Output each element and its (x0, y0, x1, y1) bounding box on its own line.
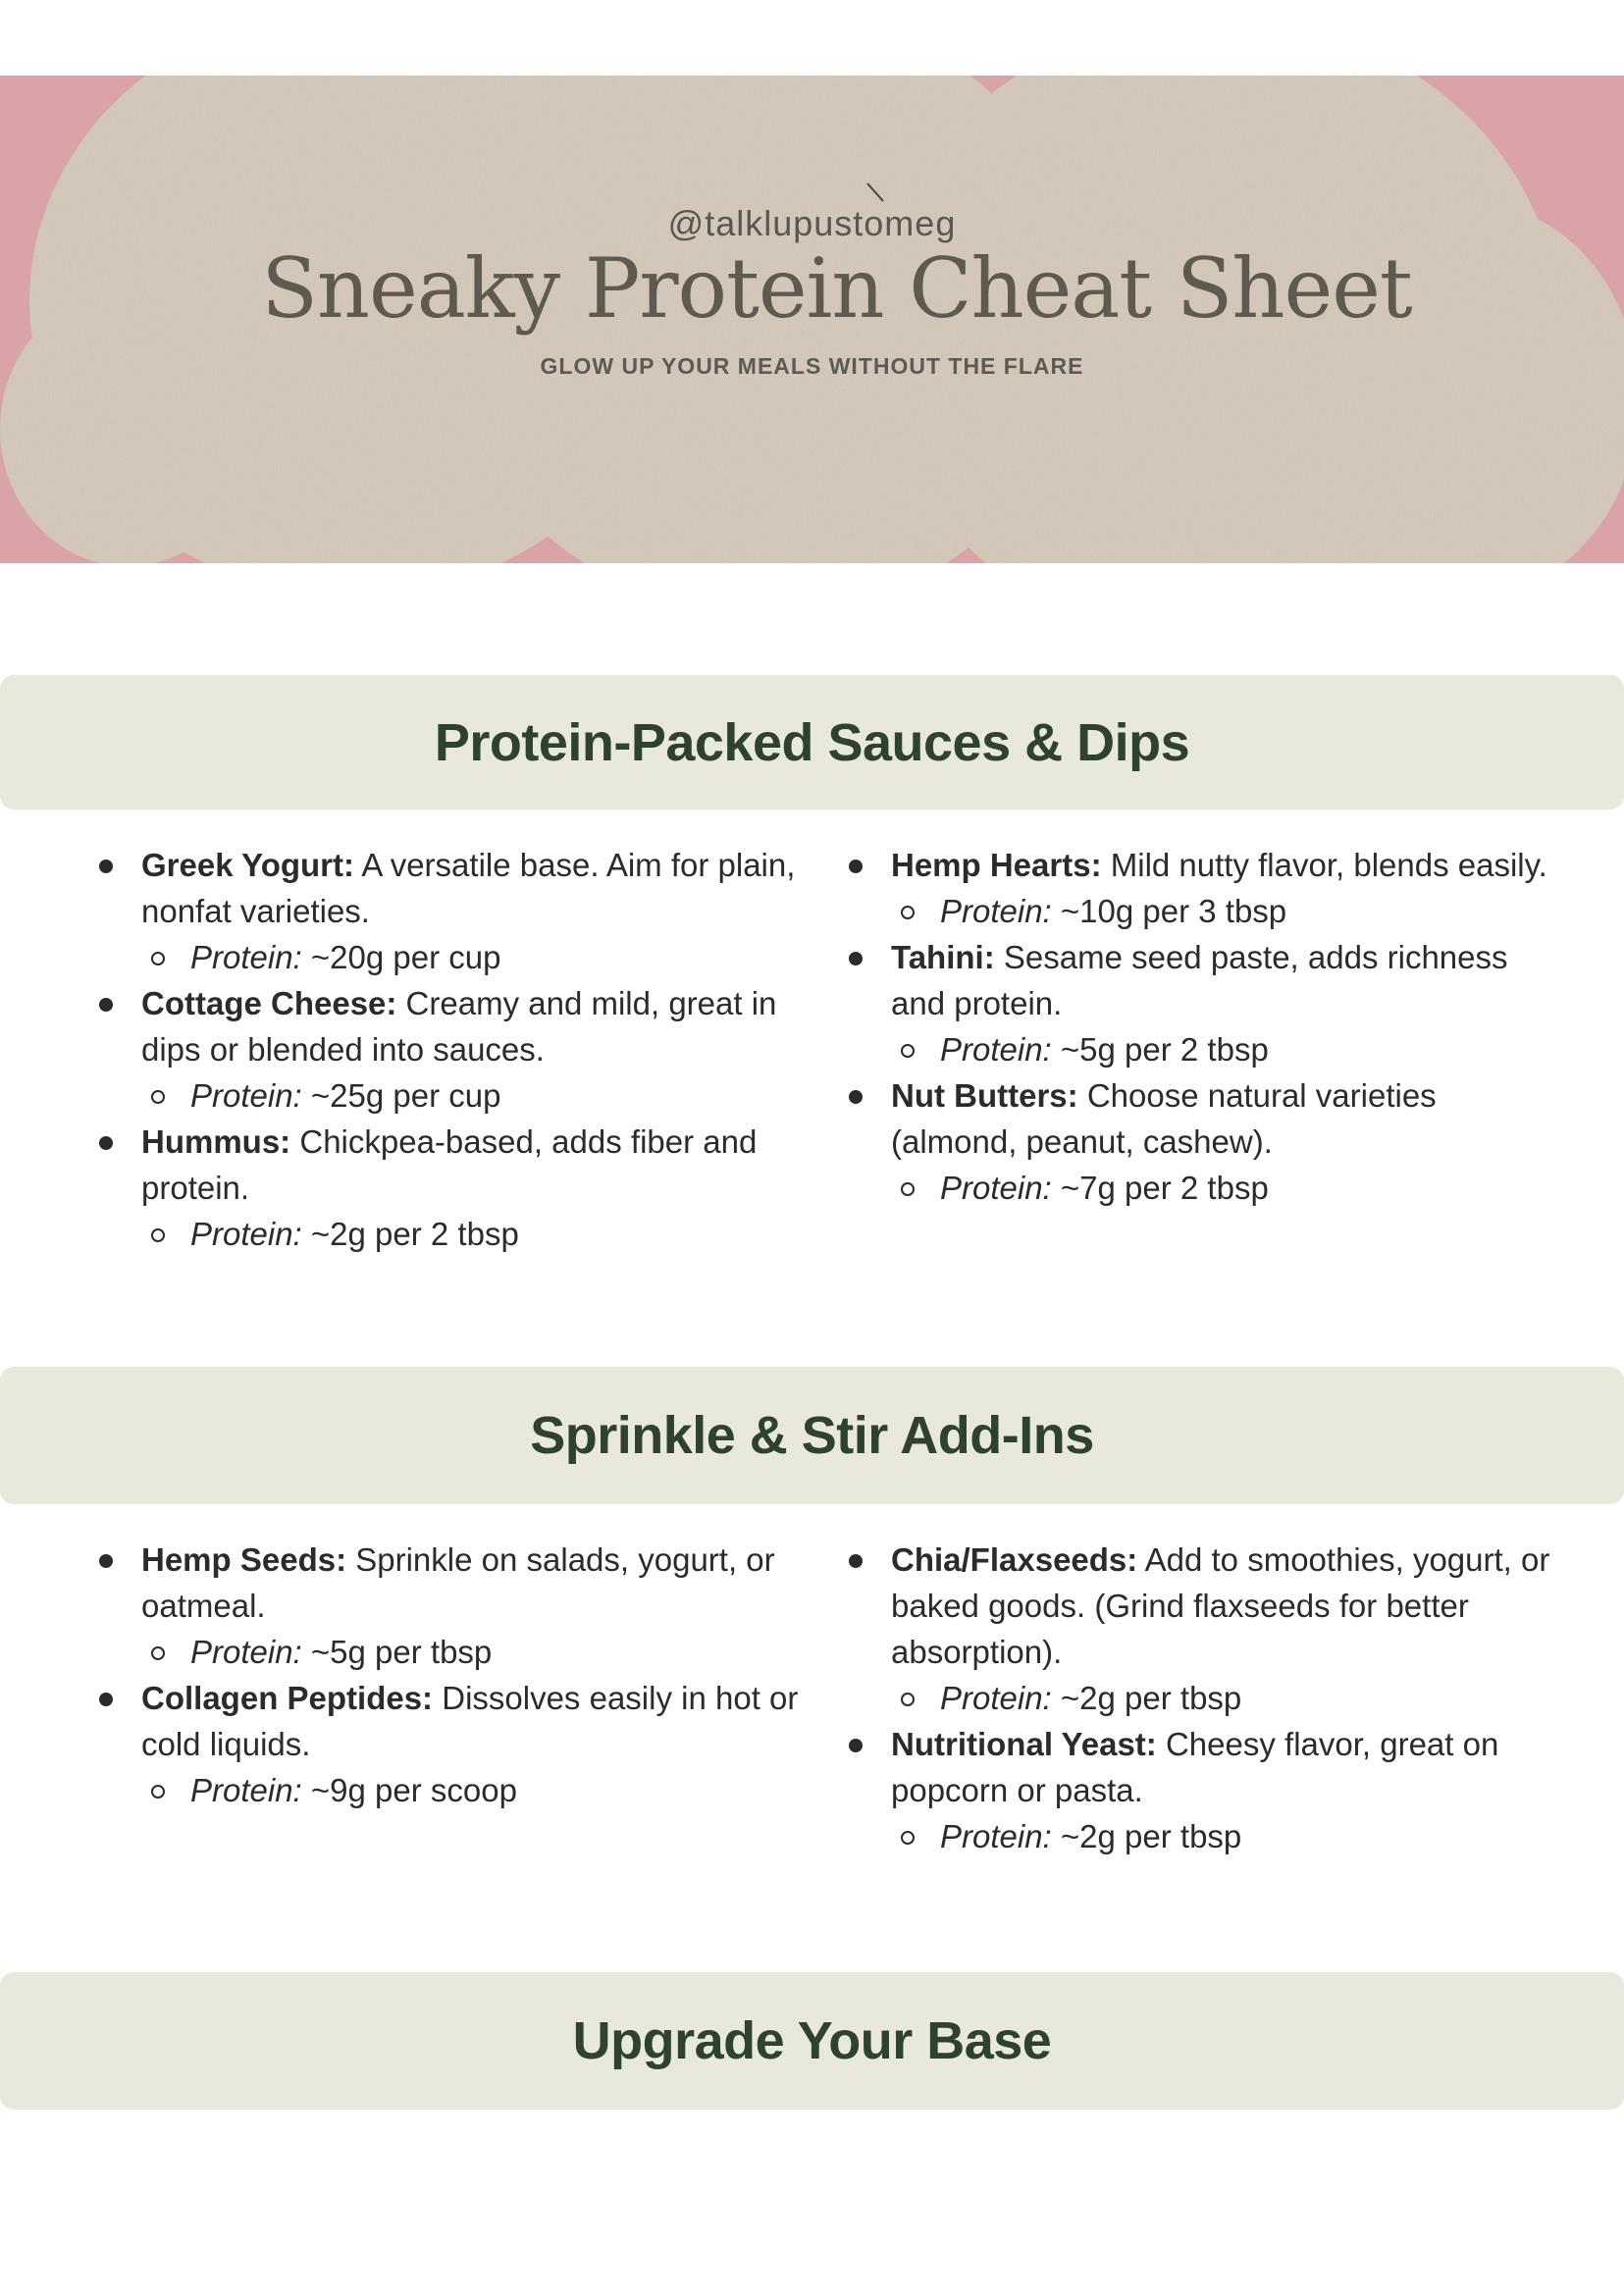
item-description: Sesame seed paste, adds richness and protein. (891, 939, 1508, 1021)
section-heading: Protein-Packed Sauces & Dips (434, 712, 1190, 772)
circle-bullet-icon (151, 952, 165, 965)
item-description: Mild nutty flavor, blends easily. (1101, 847, 1547, 883)
item-description: Add to smoothies, yogurt, or baked goods. (Grind flaxseeds for better absorption). (891, 1541, 1550, 1670)
list-item (99, 842, 806, 934)
list-item (849, 842, 1555, 888)
protein-value: ~5g per tbsp (301, 1634, 493, 1670)
protein-sub-item (99, 1629, 806, 1675)
page-title: Sneaky Protein Cheat Sheet (261, 240, 1412, 337)
protein-value: ~2g per tbsp (1051, 1680, 1242, 1716)
circle-bullet-icon (901, 1182, 915, 1196)
protein-value: ~5g per 2 tbsp (1051, 1031, 1269, 1068)
protein-sub-item (849, 1813, 1555, 1859)
list-item (849, 1537, 1555, 1675)
item-name: Collagen Peptides: (141, 1680, 434, 1716)
protein-value: ~9g per scoop (301, 1772, 517, 1808)
protein-value: ~2g per 2 tbsp (301, 1216, 519, 1252)
item-name: Nut Butters: (891, 1077, 1078, 1114)
list-item (99, 1119, 806, 1211)
bullet-icon (849, 1554, 863, 1568)
protein-value: ~2g per tbsp (1051, 1818, 1242, 1854)
protein-label: Protein: (190, 1634, 302, 1670)
item-name: Hummus: (141, 1123, 291, 1160)
header-banner (0, 76, 1624, 563)
list-item (99, 980, 806, 1072)
protein-sub-item (849, 888, 1555, 934)
protein-sub-item (99, 934, 806, 980)
item-name: Tahini: (891, 939, 995, 975)
bullet-icon (99, 1554, 113, 1568)
protein-value: ~25g per cup (301, 1077, 501, 1114)
protein-sub-item (99, 1072, 806, 1119)
item-description: A versatile base. Aim for plain, nonfat varieties. (141, 847, 796, 929)
bullet-icon (849, 1090, 863, 1104)
social-handle: @talklupustomeg (667, 203, 957, 243)
protein-label: Protein: (940, 1170, 1052, 1206)
list-item (99, 1537, 806, 1629)
section-heading: Sprinkle & Stir Add-Ins (530, 1406, 1094, 1465)
item-description: Choose natural varieties (almond, peanut, cashew). (891, 1077, 1437, 1160)
section-column-left (99, 1537, 806, 1813)
item-name: Hemp Hearts: (891, 847, 1102, 883)
bullet-icon (99, 998, 113, 1012)
section-heading-bar (0, 1367, 1624, 1504)
bullet-icon (99, 1693, 113, 1706)
protein-label: Protein: (190, 939, 302, 975)
protein-sub-item (99, 1767, 806, 1813)
protein-value: ~10g per 3 tbsp (1051, 893, 1287, 929)
protein-sub-item (99, 1211, 806, 1257)
section-column-right (849, 842, 1555, 1211)
circle-bullet-icon (151, 1646, 165, 1660)
circle-bullet-icon (151, 1785, 165, 1799)
protein-label: Protein: (190, 1772, 302, 1808)
protein-label: Protein: (190, 1216, 302, 1252)
item-name: Greek Yogurt: (141, 847, 354, 883)
protein-sub-item (849, 1026, 1555, 1072)
bullet-icon (849, 860, 863, 873)
protein-sub-item (849, 1165, 1555, 1211)
circle-bullet-icon (901, 906, 915, 919)
bullet-icon (849, 952, 863, 965)
section-column-right (849, 1537, 1555, 1859)
item-name: Nutritional Yeast: (891, 1726, 1157, 1762)
bullet-list (99, 842, 806, 1257)
protein-label: Protein: (940, 1818, 1052, 1854)
circle-bullet-icon (901, 1044, 915, 1058)
bullet-icon (849, 1739, 863, 1752)
item-name: Cottage Cheese: (141, 985, 397, 1021)
bullet-icon (99, 1136, 113, 1150)
protein-label: Protein: (190, 1077, 302, 1114)
protein-label: Protein: (940, 1031, 1052, 1068)
circle-bullet-icon (151, 1090, 165, 1104)
circle-bullet-icon (151, 1228, 165, 1242)
bullet-list (849, 1537, 1555, 1859)
protein-label: Protein: (940, 893, 1052, 929)
bullet-icon (99, 860, 113, 873)
section-column-left (99, 842, 806, 1257)
item-description: Cheesy flavor, great on popcorn or pasta. (891, 1726, 1499, 1808)
list-item (849, 1721, 1555, 1813)
bullet-list (849, 842, 1555, 1211)
item-description: Sprinkle on salads, yogurt, or oatmeal. (141, 1541, 775, 1624)
section-heading-bar (0, 675, 1624, 809)
item-description: Creamy and mild, great in dips or blended into sauces. (141, 985, 777, 1068)
banner-text (0, 76, 1624, 563)
circle-bullet-icon (901, 1693, 915, 1706)
item-description: Chickpea-based, adds fiber and protein. (141, 1123, 758, 1206)
section-heading: Upgrade Your Base (572, 2011, 1052, 2070)
section-heading-bar (0, 1972, 1624, 2110)
item-name: Hemp Seeds: (141, 1541, 347, 1578)
list-item (99, 1675, 806, 1767)
list-item (849, 934, 1555, 1026)
protein-label: Protein: (940, 1680, 1052, 1716)
item-description: Dissolves easily in hot or cold liquids. (141, 1680, 799, 1762)
protein-value: ~20g per cup (301, 939, 501, 975)
item-name: Chia/Flaxseeds: (891, 1541, 1138, 1578)
page-subtitle: GLOW UP YOUR MEALS WITHOUT THE FLARE (540, 353, 1084, 379)
list-item (849, 1072, 1555, 1165)
bullet-list (99, 1537, 806, 1813)
protein-value: ~7g per 2 tbsp (1051, 1170, 1269, 1206)
circle-bullet-icon (901, 1831, 915, 1845)
protein-sub-item (849, 1675, 1555, 1721)
